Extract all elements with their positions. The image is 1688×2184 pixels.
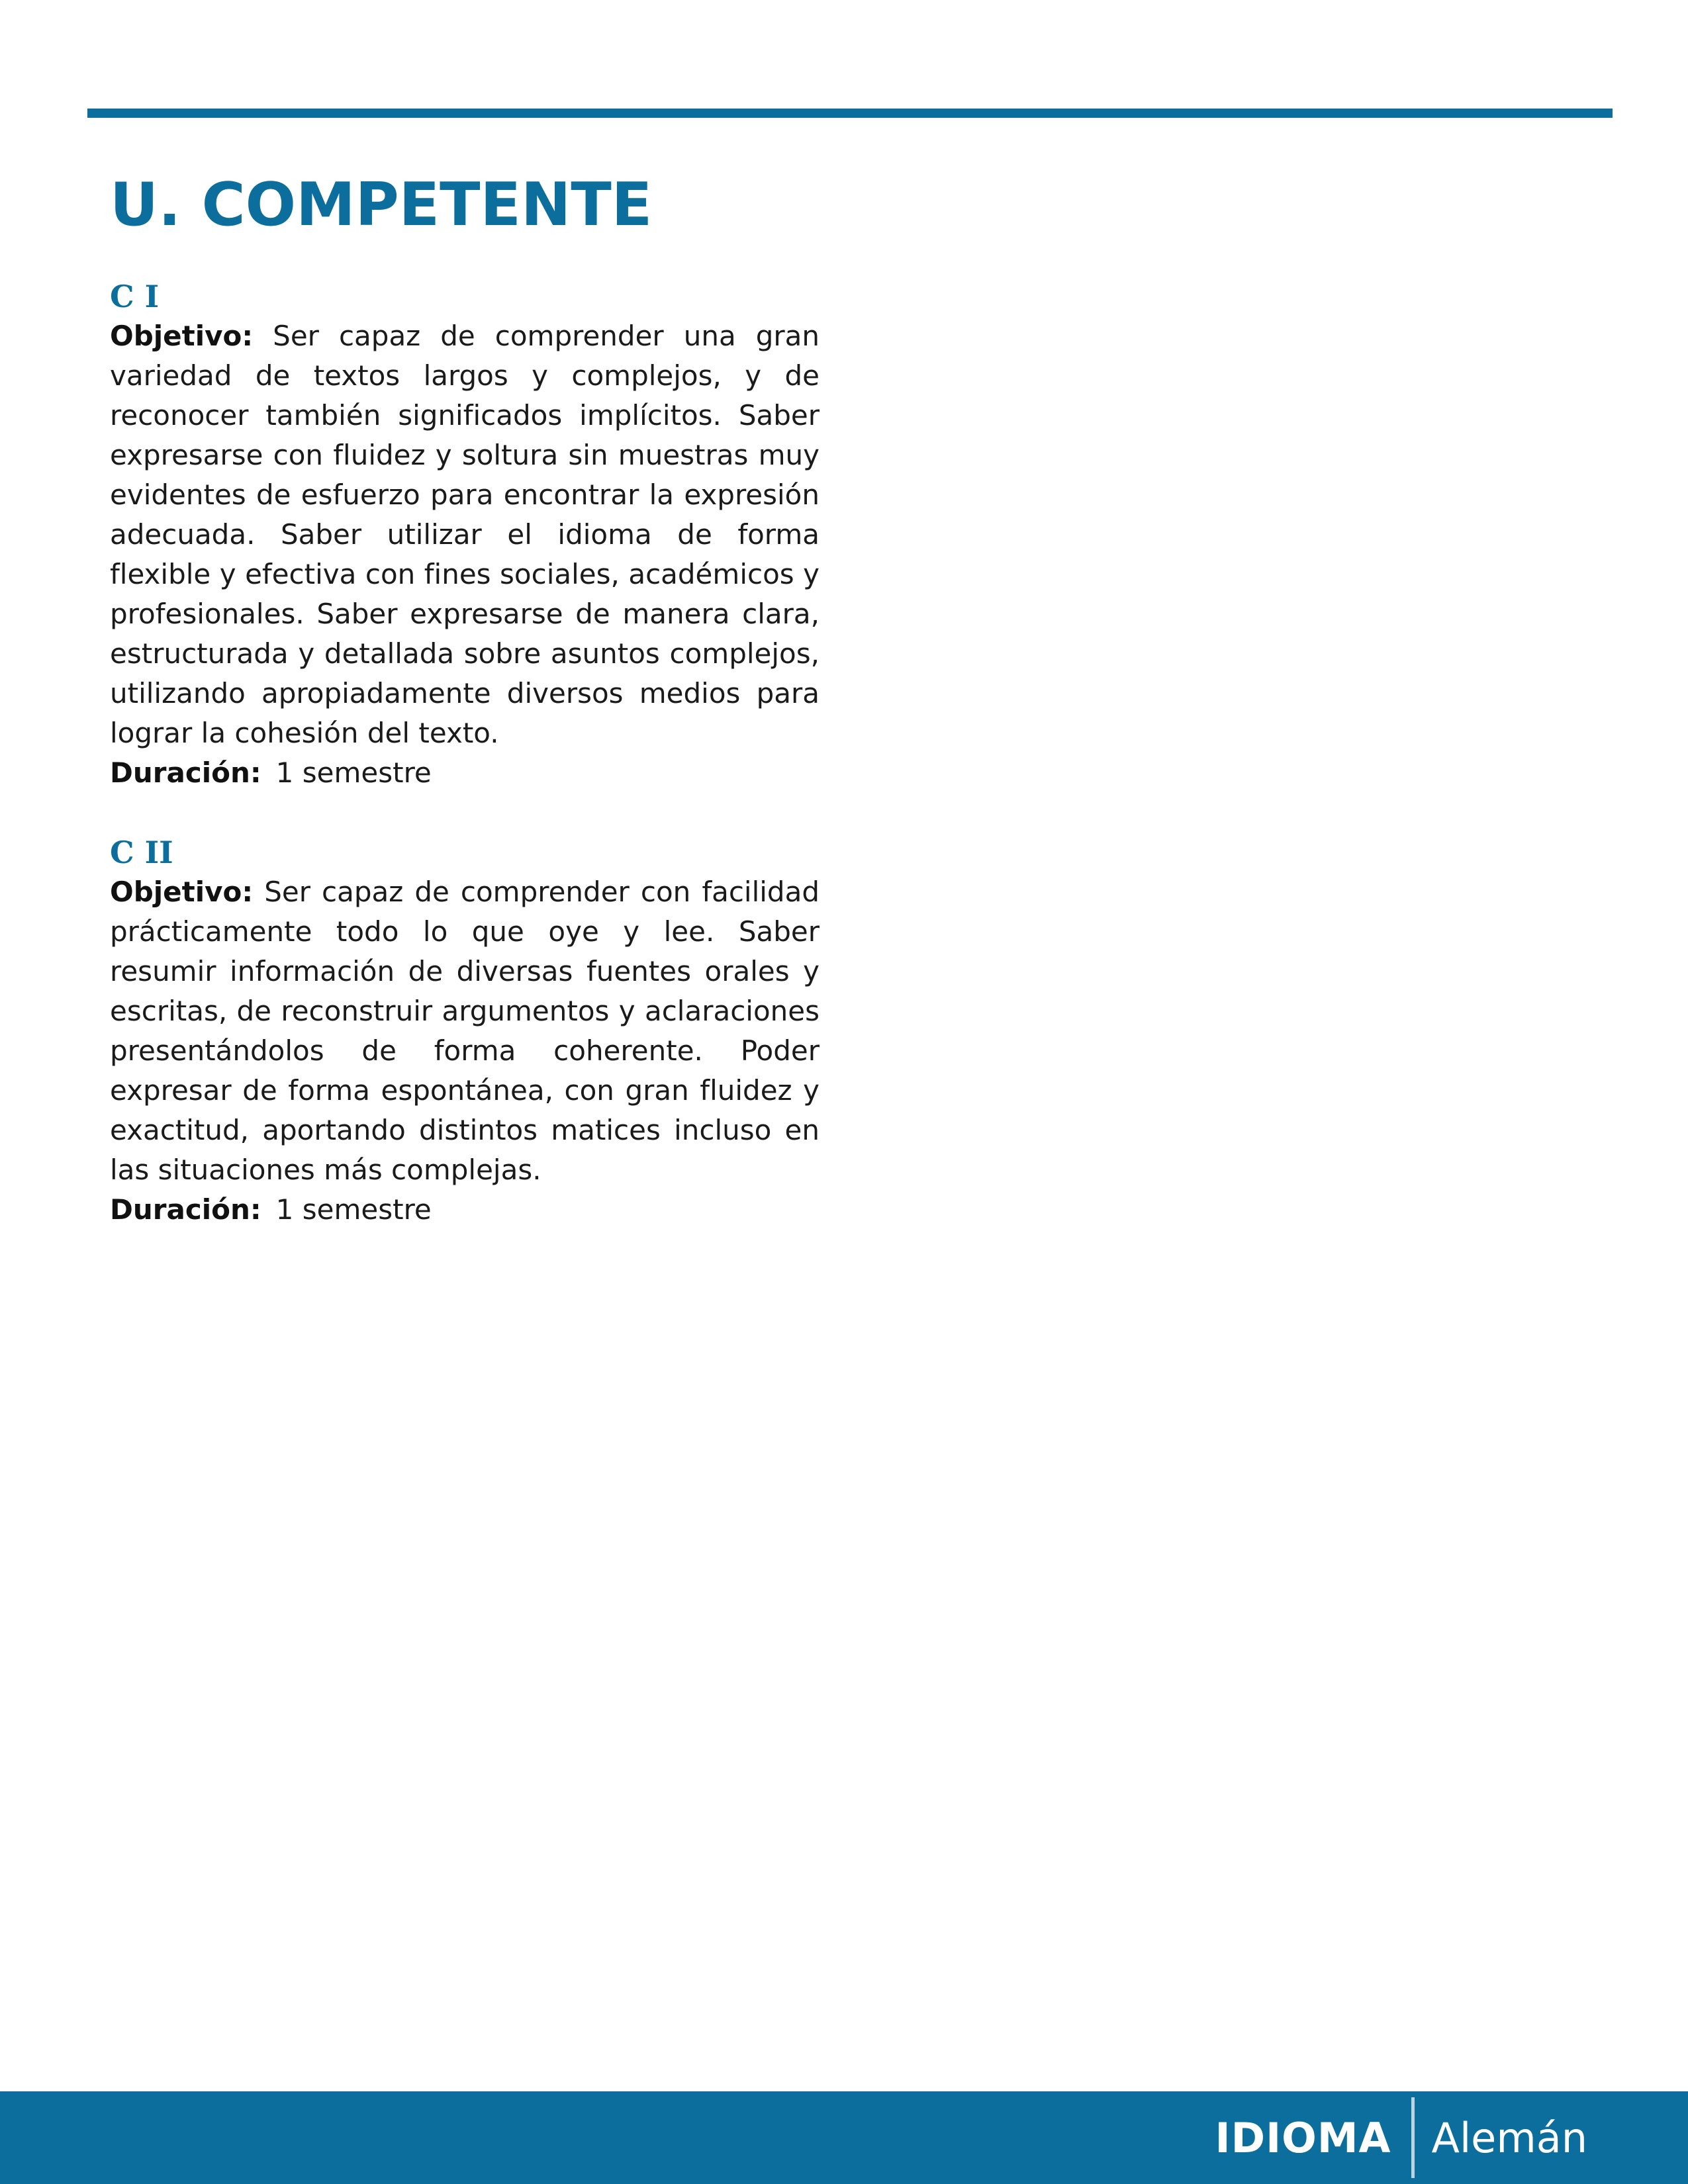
footer-language: Alemán	[1431, 2113, 1587, 2162]
duration-label: Duración:	[110, 1193, 261, 1226]
section-c2	[110, 833, 820, 1230]
footer-brand-label: IDIOMA	[1215, 2113, 1391, 2162]
duration-value: 1 semestre	[275, 756, 432, 789]
footer-brand	[1215, 2097, 1587, 2179]
objective-paragraph	[110, 316, 820, 753]
section-heading: C II	[110, 835, 173, 870]
section-c1	[110, 277, 820, 793]
section-heading: C I	[110, 279, 160, 314]
page-title: U. COMPETENTE	[110, 170, 653, 240]
top-rule	[87, 109, 1613, 118]
duration-value: 1 semestre	[275, 1193, 432, 1226]
duration-label: Duración:	[110, 756, 261, 789]
objective-paragraph	[110, 872, 820, 1190]
objective-text: Ser capaz de comprender una gran variedad de textos largos y complejos, y de reconocer también significados implícitos. Saber expresarse con fluidez y soltura sin muestras muy evidentes de esfuerzo para encontrar la expresión adecuada. Saber utilizar el idioma de forma flexible y efectiva con fines sociales, académicos y profesionales. Saber expresarse de manera clara, estructurada y detallada sobre asuntos complejos, utilizando apropiadamente diversos medios para lograr la cohesión del texto.	[110, 320, 820, 749]
objective-label: Objetivo:	[110, 320, 254, 352]
footer-divider	[1411, 2097, 1415, 2178]
duration-line	[110, 753, 820, 793]
duration-line	[110, 1190, 820, 1230]
objective-label: Objetivo:	[110, 876, 254, 908]
objective-text: Ser capaz de comprender con facilidad prácticamente todo lo que oye y lee. Saber resumir información de diversas fuentes orales y escritas, de reconstruir argumentos y aclaraciones presentándolos de forma coherente. Poder expresar de forma espontánea, con gran fluidez y exactitud, aportando distintos matices incluso en las situaciones más complejas.	[110, 876, 820, 1186]
content	[110, 277, 820, 1230]
